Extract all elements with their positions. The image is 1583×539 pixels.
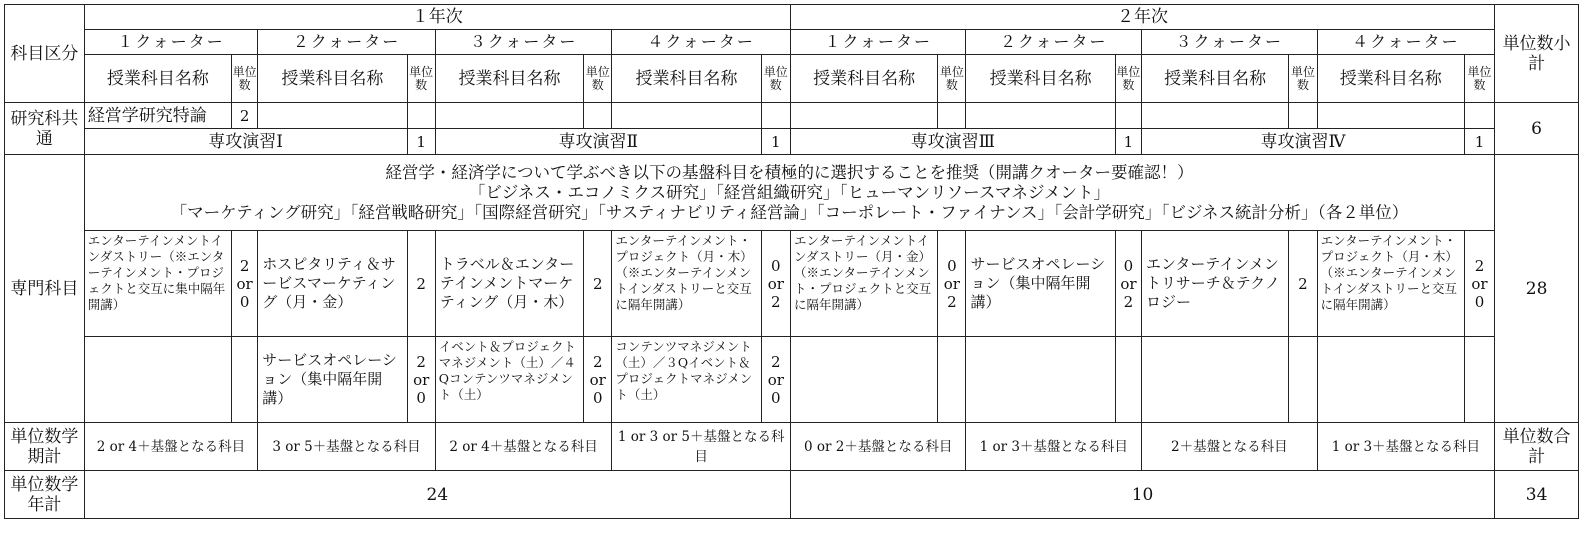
subtotal-header: 単位数小計	[1495, 5, 1579, 103]
subject-cell: エンターテインメント・プロジェクト（月・木）（※エンターテインメントインダストリーと交互に隔年開講）	[612, 231, 761, 337]
unit-header: 単位数	[232, 55, 258, 103]
recommendation-line: 「ビジネス・エコノミクス研究」「経営組織研究」「ヒューマンリソースマネジメント」	[468, 182, 1111, 202]
quarter-header: １クォーター	[790, 30, 966, 55]
unit-header: 単位数	[1115, 55, 1141, 103]
seminar-cell: 専攻演習Ⅰ	[84, 129, 407, 155]
specialized-subtotal: 28	[1495, 155, 1579, 423]
year-total-label: 単位数学年計	[5, 471, 85, 519]
subject-header: 授業科目名称	[258, 55, 407, 103]
year1-total: 24	[84, 471, 790, 519]
recommendation-note	[84, 155, 1494, 231]
unit-header: 単位数	[761, 55, 790, 103]
subject-cell: 経営学研究特論	[84, 103, 231, 129]
unit-cell	[1289, 337, 1317, 423]
unit-cell	[1115, 337, 1141, 423]
subject-cell: エンターテインメントインダストリー（月・金）（※エンターテインメント・プロジェクトと交互に隔年開講）	[790, 231, 937, 337]
recommendation-line: 「マーケティング研究」「経営戦略研究」「国際経営研究」「サスティナビリティ経営論」「コーポレート・ファイナンス」「会計学研究」「ビジネス統計分析」（各２単位）	[170, 202, 1409, 222]
curriculum-table	[4, 4, 1579, 519]
common-category: 研究科共通	[5, 103, 85, 155]
subject-header: 授業科目名称	[966, 55, 1115, 103]
subject-header: 授業科目名称	[1317, 55, 1464, 103]
unit-header: 単位数	[1464, 55, 1494, 103]
term-total-cell: 2 or 4＋基盤となる科目	[84, 423, 258, 471]
unit-cell: 2	[584, 231, 612, 337]
term-total-cell: 1 or 3＋基盤となる科目	[1317, 423, 1495, 471]
unit-cell: 0 or 2	[761, 231, 790, 337]
seminar-cell: 専攻演習Ⅳ	[1142, 129, 1465, 155]
year1-header: １年次	[84, 5, 790, 30]
unit-header: 単位数	[1289, 55, 1317, 103]
unit-cell	[232, 337, 258, 423]
subject-cell: イベント＆プロジェクトマネジメント（土）／４Qコンテンツマネジメント（土）	[435, 337, 583, 423]
recommendation-line: 経営学・経済学について学ぶべき以下の基盤科目を積極的に選択することを推奨（開講クオーター要確認！）	[385, 162, 1194, 182]
term-total-cell: 0 or 2＋基盤となる科目	[790, 423, 966, 471]
term-total-cell: 1 or 3＋基盤となる科目	[966, 423, 1142, 471]
seminar-cell: 専攻演習Ⅱ	[435, 129, 761, 155]
unit-header: 単位数	[584, 55, 612, 103]
subject-cell: サービスオペレーション（集中隔年開講）	[258, 337, 407, 423]
seminar-cell: 専攻演習Ⅲ	[790, 129, 1115, 155]
quarter-header: ２クォーター	[258, 30, 436, 55]
subject-cell	[966, 337, 1115, 423]
term-total-cell: 2＋基盤となる科目	[1142, 423, 1318, 471]
quarter-header: ４クォーター	[612, 30, 791, 55]
quarter-header: １クォーター	[84, 30, 258, 55]
term-total-cell: 2 or 4＋基盤となる科目	[435, 423, 612, 471]
quarter-header: ３クォーター	[1142, 30, 1318, 55]
subject-header: 授業科目名称	[435, 55, 583, 103]
year2-header: ２年次	[790, 5, 1494, 30]
subject-cell	[1142, 337, 1289, 423]
subject-header: 授業科目名称	[1142, 55, 1289, 103]
year2-total: 10	[790, 471, 1494, 519]
unit-cell: 2	[407, 231, 435, 337]
unit-cell: 1	[761, 129, 790, 155]
unit-cell: 2 or 0	[232, 231, 258, 337]
unit-cell: 1	[407, 129, 435, 155]
subject-header: 授業科目名称	[84, 55, 231, 103]
subject-cell	[84, 337, 231, 423]
unit-header: 単位数	[938, 55, 966, 103]
subject-header: 授業科目名称	[612, 55, 761, 103]
subject-cell: エンターテインメントリサーチ＆テクノロジー	[1142, 231, 1289, 337]
subject-cell: コンテンツマネジメント（土）／３Qイベント＆プロジェクトマネジメント（土）	[612, 337, 761, 423]
subject-cell: ホスピタリティ＆サービスマーケティング（月・金）	[258, 231, 407, 337]
grand-total-label: 単位数合計	[1495, 423, 1579, 471]
unit-cell: 2 or 0	[407, 337, 435, 423]
unit-cell	[938, 337, 966, 423]
term-total-label: 単位数学期計	[5, 423, 85, 471]
subject-cell	[790, 337, 937, 423]
unit-cell: 2 or 0	[1464, 231, 1494, 337]
subject-cell: サービスオペレーション（集中隔年開講）	[966, 231, 1115, 337]
unit-cell: 0 or 2	[1115, 231, 1141, 337]
unit-cell: 2	[232, 103, 258, 129]
subject-cell	[1317, 337, 1464, 423]
subject-cell: トラベル＆エンターテインメントマーケティング（月・木）	[435, 231, 583, 337]
unit-cell: 1	[1464, 129, 1494, 155]
unit-cell: 0 or 2	[938, 231, 966, 337]
grand-total: 34	[1495, 471, 1579, 519]
quarter-header: ３クォーター	[435, 30, 612, 55]
subject-cell: エンターテインメント・プロジェクト（月・木）（※エンターテインメントインダストリーと交互に隔年開講）	[1317, 231, 1464, 337]
unit-cell: 2 or 0	[584, 337, 612, 423]
unit-header: 単位数	[407, 55, 435, 103]
term-total-cell: 3 or 5＋基盤となる科目	[258, 423, 436, 471]
subject-header: 授業科目名称	[790, 55, 937, 103]
unit-cell: 2	[1289, 231, 1317, 337]
unit-cell	[1464, 337, 1494, 423]
term-total-cell: 1 or 3 or 5＋基盤となる科目	[612, 423, 791, 471]
unit-cell: 2 or 0	[761, 337, 790, 423]
specialized-category: 専門科目	[5, 155, 85, 423]
quarter-header: ２クォーター	[966, 30, 1142, 55]
quarter-header: ４クォーター	[1317, 30, 1495, 55]
common-subtotal: 6	[1495, 103, 1579, 155]
unit-cell: 1	[1115, 129, 1141, 155]
category-header: 科目区分	[5, 5, 85, 103]
subject-cell: エンターテインメントインダストリー（※エンターテインメント・プロジェクトと交互に集中隔年開講）	[84, 231, 231, 337]
